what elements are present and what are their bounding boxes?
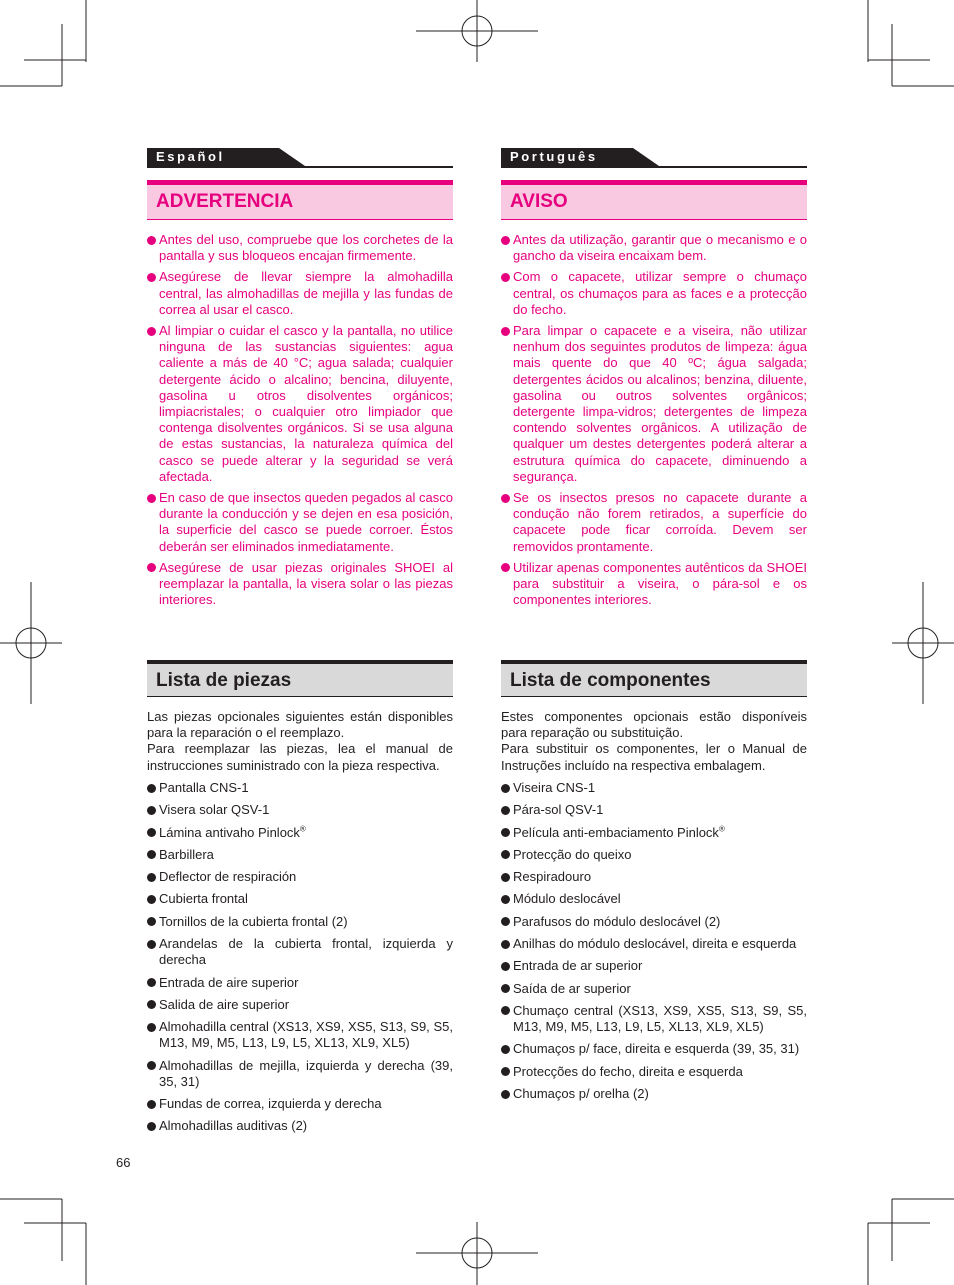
- warning-title: AVISO: [501, 180, 807, 220]
- warning-title: ADVERTENCIA: [147, 180, 453, 220]
- parts-intro-line-1: Las piezas opcionales siguientes están disponibles para la reparación o el reemplazo.: [147, 709, 453, 741]
- part-item: Chumaços p/ face, direita e esquerda (39, 35, 31): [501, 1041, 807, 1057]
- warning-item: Al limpiar o cuidar el casco y la pantalla, no utilice ninguna de las sustancias siguientes: agua caliente a más de 40 °C; agua salada; cualquier detergente ácido o alcalino; bencina, diluyente, gasolina u otros disolventes orgánicos; limpiacristales; o cualquier otro limpiador que contenga disolventes orgánicos. Si se usa alguna de estas sustancias, la naturaleza química del casco se puede alterar y la seguridad se verá afectada.: [147, 323, 453, 485]
- part-item: Viseira CNS-1: [501, 780, 807, 796]
- language-label: Español: [156, 149, 225, 164]
- parts-intro-line-2: Para substituir os componentes, ler o Manual de Instruções incluído na respectiva embalagem.: [501, 741, 807, 773]
- parts-intro-line-1: Estes componentes opcionais estão disponíveis para reparação ou substituição.: [501, 709, 807, 741]
- registered-mark: ®: [299, 824, 306, 834]
- parts-list: [147, 780, 453, 1141]
- part-item-text: Lámina antivaho Pinlock: [159, 824, 300, 840]
- parts-intro-line-2: Para reemplazar las piezas, lea el manual de instrucciones suministrado con la pieza respectiva.: [147, 741, 453, 773]
- part-item: Entrada de ar superior: [501, 958, 807, 974]
- part-item: Chumaço central (XS13, XS9, XS5, S13, S9, S5, M13, M9, M5, L13, L9, L5, XL13, XL9, XL5): [501, 1003, 807, 1035]
- warning-item: Antes da utilização, garantir que o mecanismo e o gancho da viseira encaixam bem.: [501, 232, 807, 264]
- warning-item: Asegúrese de usar piezas originales SHOEI al reemplazar la pantalla, la visera solar o las piezas interiores.: [147, 560, 453, 609]
- portuguese-column: [501, 146, 807, 1102]
- warning-item: Se os insectos presos no capacete durante a condução não forem retirados, a superfície do capacete pode ficar corroída. Devem ser removidos prontamente.: [501, 490, 807, 555]
- part-item: Barbillera: [147, 847, 453, 863]
- part-item: Almohadillas de mejilla, izquierda y derecha (39, 35, 31): [147, 1058, 453, 1090]
- part-item: Chumaços p/ orelha (2): [501, 1086, 807, 1102]
- warning-item: Asegúrese de llevar siempre la almohadilla central, las almohadillas de mejilla y las fundas de correa al usar el casco.: [147, 269, 453, 318]
- part-item: Pantalla CNS-1: [147, 780, 453, 796]
- part-item: Arandelas de la cubierta frontal, izquierda y derecha: [147, 936, 453, 968]
- part-item: Protecções do fecho, direita e esquerda: [501, 1064, 807, 1080]
- part-item: Anilhas do módulo deslocável, direita e esquerda: [501, 936, 807, 952]
- part-item: Protecção do queixo: [501, 847, 807, 863]
- part-item-text: Película anti-embaciamento Pinlock: [513, 824, 719, 840]
- warning-item: Antes del uso, compruebe que los corchetes de la pantalla y sus bloqueos encajan firmemente.: [147, 232, 453, 264]
- warning-item: Com o capacete, utilizar sempre o chumaço central, os chumaços para as faces e a protecção do fecho.: [501, 269, 807, 318]
- part-item: Parafusos do módulo deslocável (2): [501, 914, 807, 930]
- part-item: Almohadillas auditivas (2): [147, 1118, 453, 1134]
- parts-list-title: Lista de componentes: [501, 660, 807, 697]
- part-item: Tornillos de la cubierta frontal (2): [147, 914, 453, 930]
- part-item: Saída de ar superior: [501, 981, 807, 997]
- warning-item: Para limpar o capacete e a viseira, não utilizar nenhum dos seguintes produtos de limpeza: água mais quente do que 40 ºC; água salgada; detergentes ácidos ou alcalinos; benzina, diluente, gasolina ou outros solventes orgânicos; detergente limpa-vidros; detergentes de limpeza contendo solventes orgânicos. A utilização de qualquer um destes detergentes poderá alterar a estrutura química do capacete, diminuendo a segurança.: [501, 323, 807, 485]
- language-label: Português: [510, 149, 598, 164]
- registered-mark: ®: [718, 824, 725, 834]
- part-item: Pára-sol QSV-1: [501, 802, 807, 818]
- part-item: Visera solar QSV-1: [147, 802, 453, 818]
- warning-item: Utilizar apenas componentes autênticos da SHOEI para substituir a viseira, o pára-sol e os componentes interiores.: [501, 560, 807, 609]
- language-tab: [501, 146, 807, 168]
- part-item: Deflector de respiración: [147, 869, 453, 885]
- part-item: Respiradouro: [501, 869, 807, 885]
- parts-intro: [147, 709, 453, 774]
- parts-list-title: Lista de piezas: [147, 660, 453, 697]
- warning-list: [501, 232, 807, 608]
- part-item: Salida de aire superior: [147, 997, 453, 1013]
- parts-list: [501, 780, 807, 1108]
- part-item: Cubierta frontal: [147, 891, 453, 907]
- part-item: [147, 825, 453, 841]
- part-item: Módulo deslocável: [501, 891, 807, 907]
- parts-intro: [501, 709, 807, 774]
- warning-list: [147, 232, 453, 608]
- spanish-column: [147, 146, 453, 1134]
- part-item: Almohadilla central (XS13, XS9, XS5, S13, S9, S5, M13, M9, M5, L13, L9, L5, XL13, XL9, XL5): [147, 1019, 453, 1051]
- part-item: Fundas de correa, izquierda y derecha: [147, 1096, 453, 1112]
- part-item: [501, 825, 807, 841]
- language-tab: [147, 146, 453, 168]
- page-number: 66: [116, 1155, 131, 1170]
- part-item: Entrada de aire superior: [147, 975, 453, 991]
- warning-item: En caso de que insectos queden pegados al casco durante la conducción y se dejen en esa posición, la superficie del casco se puede corroer. Éstos deberán ser eliminados inmediatamente.: [147, 490, 453, 555]
